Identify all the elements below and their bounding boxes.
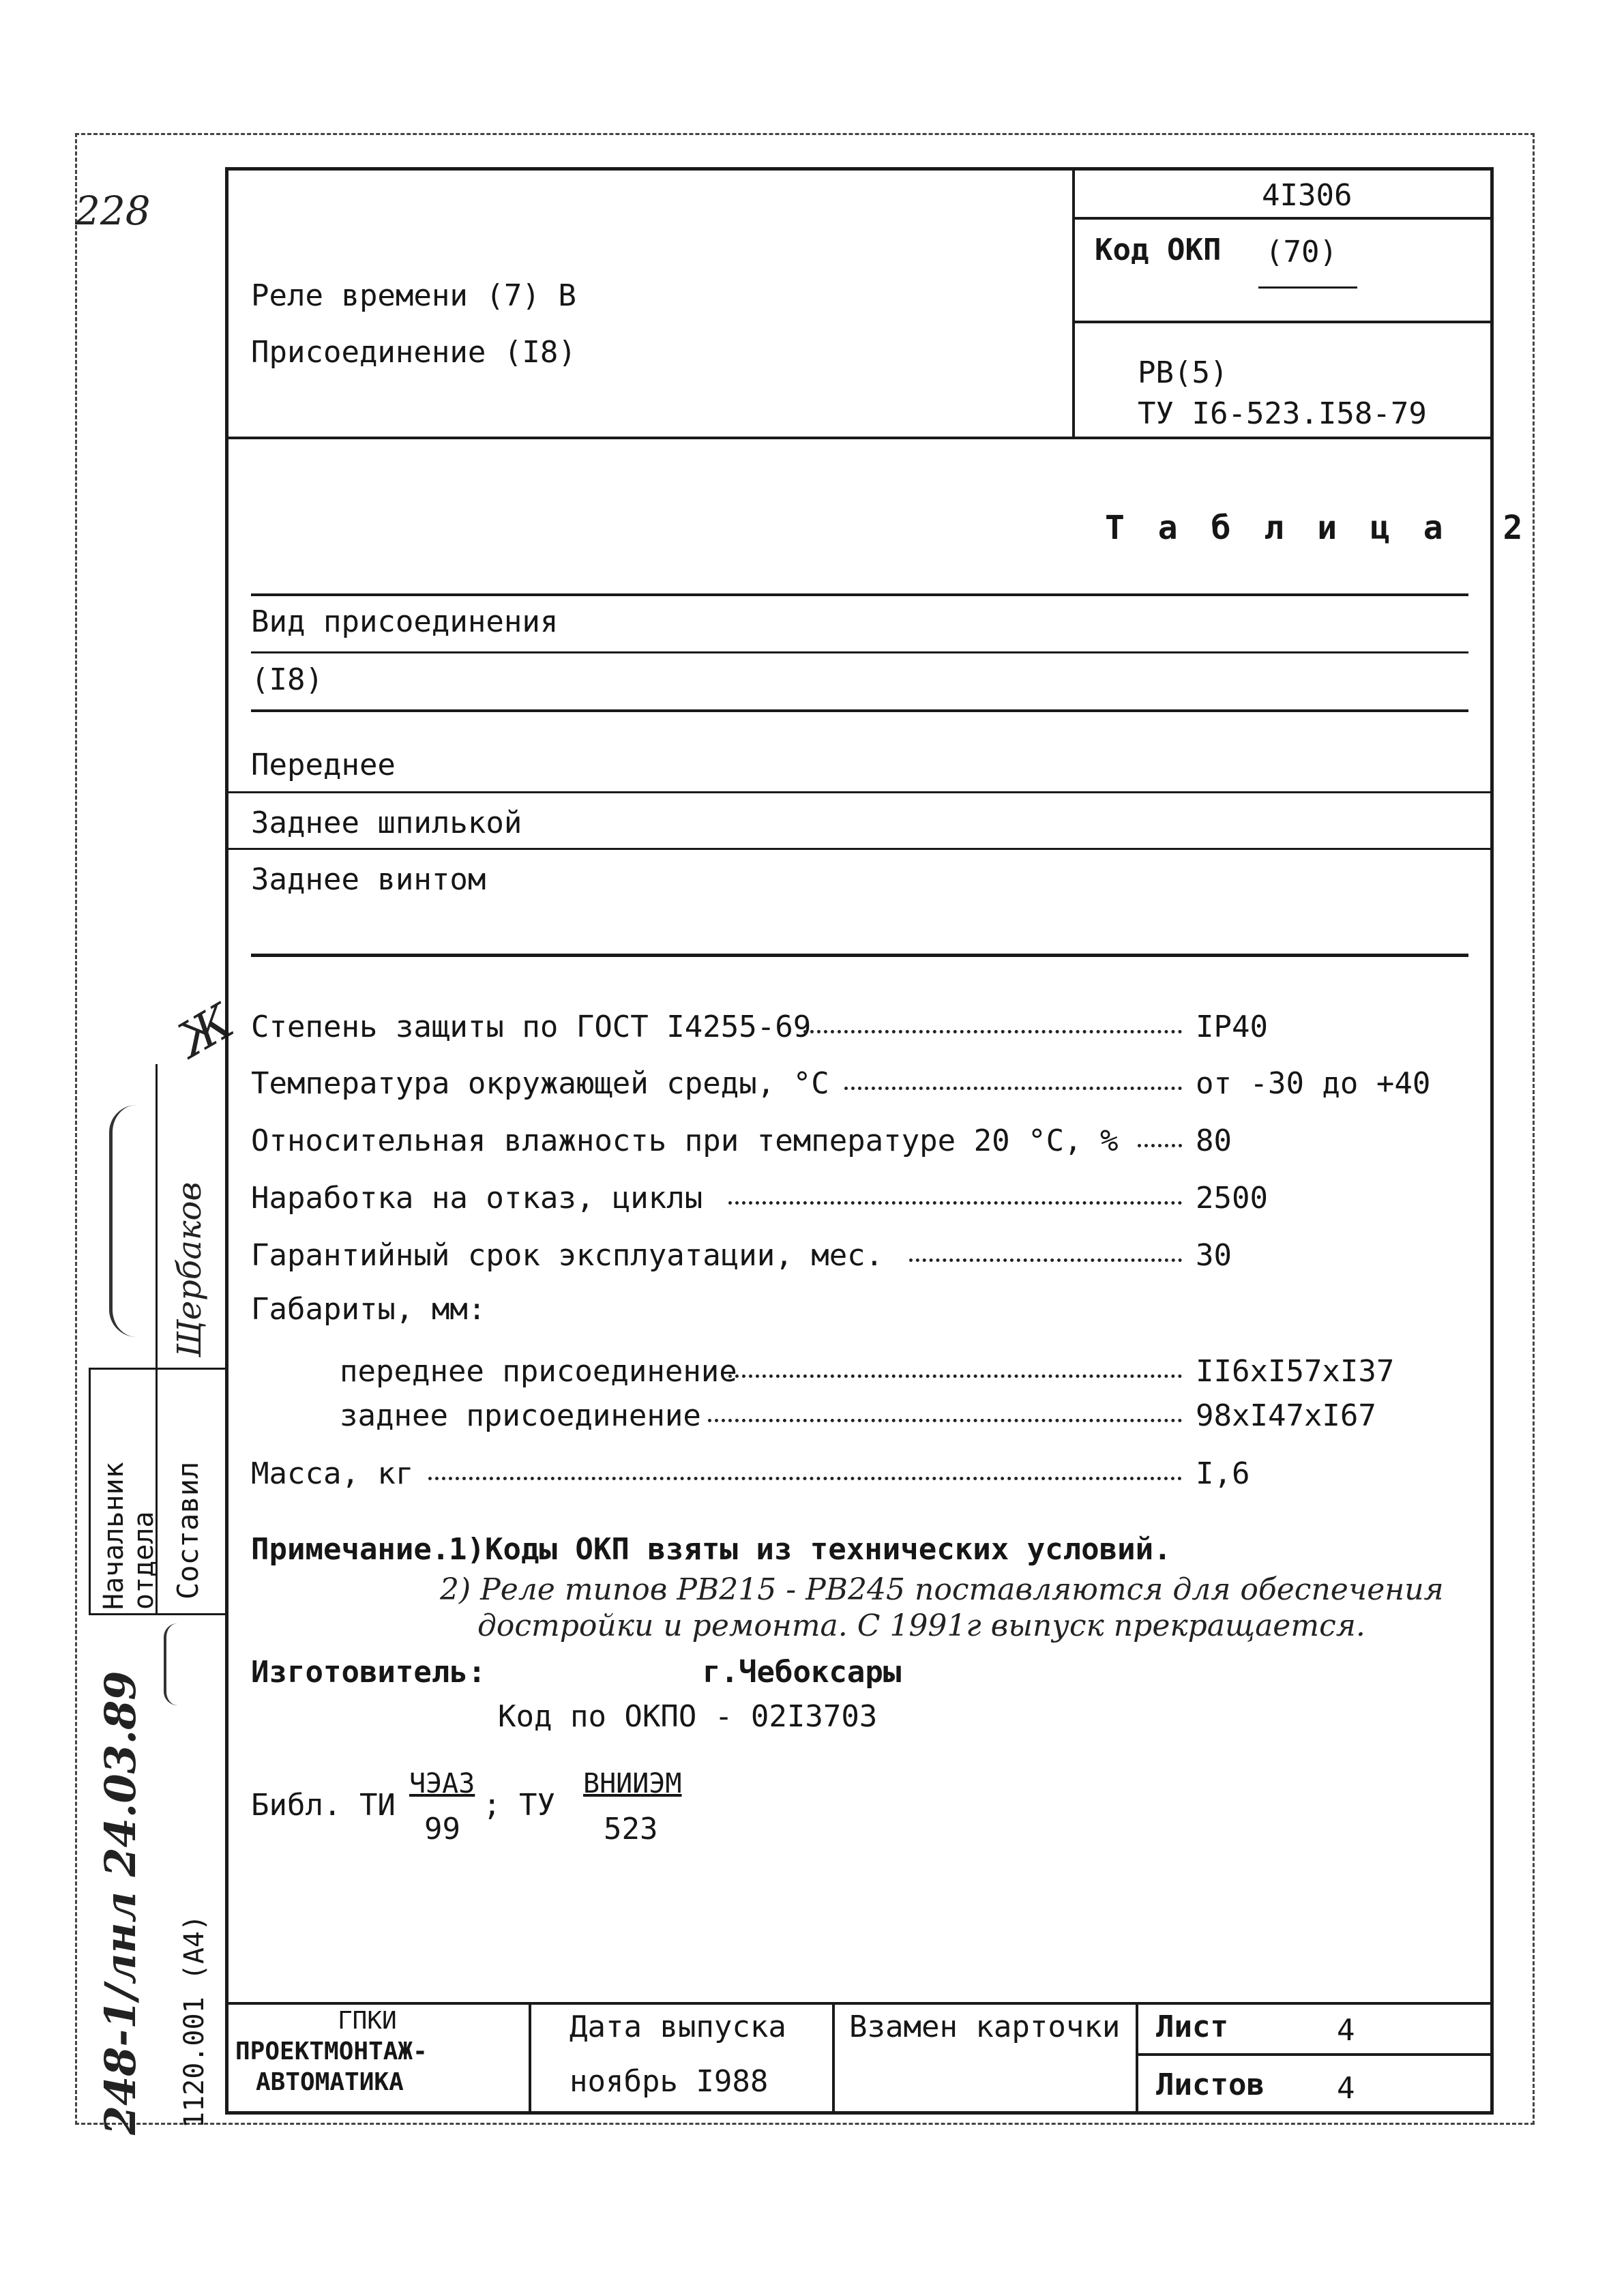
table-rule-4 <box>225 791 1494 793</box>
dimensions-title: Габариты, мм: <box>251 1292 486 1327</box>
dot-leader <box>1138 1144 1182 1147</box>
page-number-handwritten: 228 <box>75 188 151 234</box>
footer-rule-top <box>225 2002 1494 2005</box>
footer-divider-3 <box>1136 2002 1138 2115</box>
dot-leader <box>909 1259 1182 1262</box>
spec-value: 80 <box>1196 1123 1232 1158</box>
spec-row <box>251 1010 1472 1050</box>
relay-type: РВ(5) <box>1138 355 1228 390</box>
dimension-row <box>340 1354 1472 1395</box>
spec-value: IP40 <box>1196 1010 1268 1044</box>
dot-leader <box>803 1030 1182 1033</box>
signature-scribble <box>109 1105 160 1337</box>
sheet-value: 4 <box>1337 2013 1355 2048</box>
dimension-row <box>340 1398 1472 1439</box>
note-handwritten-line1: 2) Реле типов РВ215 - РВ245 поставляются для обеспечения <box>440 1572 1444 1607</box>
replaces-card-label: Взамен карточки <box>849 2010 1121 2044</box>
header-right-line1 <box>1072 217 1494 220</box>
okp-underline <box>1258 286 1357 289</box>
dimension-label: переднее присоединение <box>340 1354 737 1389</box>
stamp-line-bottom <box>89 1613 225 1615</box>
signature-initials: Ж <box>168 992 243 1069</box>
dimension-value: 98xI47xI67 <box>1196 1398 1376 1433</box>
library-num-2: 523 <box>604 1812 658 1846</box>
table-subheader: (I8) <box>251 662 323 697</box>
document-code: 1120.001 (А4) <box>179 1914 210 2128</box>
spec-label: Степень защиты по ГОСТ I4255-69 <box>251 1010 812 1044</box>
spec-value: 30 <box>1196 1238 1232 1273</box>
sheets-label: Листов <box>1156 2067 1265 2102</box>
footer-org-line1: ГПКИ <box>338 2007 397 2035</box>
footer-sheet-rule <box>1136 2053 1494 2056</box>
dot-leader <box>728 1201 1182 1205</box>
compiled-by-label: Составил <box>171 1461 205 1600</box>
connection-title: Присоединение (I8) <box>251 335 576 370</box>
note-handwritten-line2: достройки и ремонта. С 1991г выпуск прекращается. <box>477 1608 1365 1643</box>
registry-number-handwritten: 248-1/лнл 24.03.89 <box>95 1671 145 2135</box>
footer-divider-1 <box>529 2002 531 2115</box>
table-rule-2 <box>251 651 1468 653</box>
library-num-1: 99 <box>424 1812 460 1846</box>
library-org-2: ВНИИЭМ <box>583 1768 682 1799</box>
spec-label: Наработка на отказ, циклы <box>251 1181 703 1216</box>
spec-label: Относительная влажность при температуре 20 °С, % <box>251 1123 1119 1158</box>
dot-leader <box>428 1477 1182 1480</box>
table-row: Заднее винтом <box>251 862 486 897</box>
technical-spec: ТУ I6-523.I58-79 <box>1138 396 1427 431</box>
dimension-label: заднее присоединение <box>340 1398 701 1433</box>
spec-value: от -30 до +40 <box>1196 1066 1431 1101</box>
mass-row <box>251 1456 1472 1497</box>
dot-leader <box>708 1419 1182 1422</box>
manufacturer-city: г.Чебоксары <box>703 1655 902 1690</box>
spec-label: Температура окружающей среды, °С <box>251 1066 829 1101</box>
library-label: Библ. ТИ <box>251 1788 396 1823</box>
product-title: Реле времени (7) В <box>251 278 576 313</box>
header-right-line2 <box>1072 321 1494 323</box>
stamp-line-left <box>89 1368 91 1613</box>
header-vertical <box>1072 167 1075 439</box>
mass-value: I,6 <box>1196 1456 1250 1491</box>
stamp-line-top <box>89 1368 225 1370</box>
table-rule-top <box>251 593 1468 596</box>
table-rule-bottom <box>251 954 1468 957</box>
table-header: Вид присоединения <box>251 604 559 639</box>
header-divider <box>225 437 1494 439</box>
table-rule-3 <box>251 709 1468 712</box>
footer-org-line2: ПРОЕКТМОНТАЖ- <box>235 2037 428 2065</box>
spec-row <box>251 1066 1472 1107</box>
table-rule-5 <box>225 848 1494 850</box>
dimension-value: II6xI57xI37 <box>1196 1354 1395 1389</box>
mass-label: Масса, кг <box>251 1456 414 1491</box>
table-caption: Т а б л и ц а 2 <box>1105 509 1530 547</box>
okp-label: Код ОКП <box>1095 233 1222 267</box>
spec-label: Гарантийный срок эксплуатации, мес. <box>251 1238 884 1273</box>
spec-value: 2500 <box>1196 1181 1268 1216</box>
signature-name: Щербаков <box>171 1181 209 1357</box>
library-org-1: ЧЭАЗ <box>409 1768 475 1799</box>
initials-scribble <box>164 1623 207 1705</box>
footer-org-line3: АВТОМАТИКА <box>256 2068 404 2096</box>
release-date-value: ноябрь I988 <box>570 2064 769 2099</box>
head-of-department-label: Начальник отдела <box>98 1462 160 1610</box>
spec-row <box>251 1181 1472 1222</box>
release-date-label: Дата выпуска <box>570 2010 786 2044</box>
dot-leader <box>844 1087 1182 1090</box>
footer-divider-2 <box>832 2002 835 2115</box>
table-row: Переднее <box>251 748 396 782</box>
table-row: Заднее шпилькой <box>251 806 522 840</box>
code-number: 4I306 <box>1262 178 1353 213</box>
library-separator: ; ТУ <box>483 1788 555 1823</box>
sheets-value: 4 <box>1337 2071 1355 2106</box>
okp-value: (70) <box>1265 235 1337 269</box>
note-item-1: 1)Коды ОКП взяты из технических условий. <box>449 1532 1172 1567</box>
dot-leader <box>728 1374 1182 1378</box>
manufacturer-label: Изготовитель: <box>251 1655 486 1690</box>
note-label: Примечание. <box>251 1532 450 1567</box>
sheet-label: Лист <box>1156 2010 1228 2044</box>
spec-row <box>251 1123 1472 1164</box>
manufacturer-okpo: Код по ОКПО - 02I3703 <box>498 1699 878 1734</box>
spec-row <box>251 1238 1472 1279</box>
